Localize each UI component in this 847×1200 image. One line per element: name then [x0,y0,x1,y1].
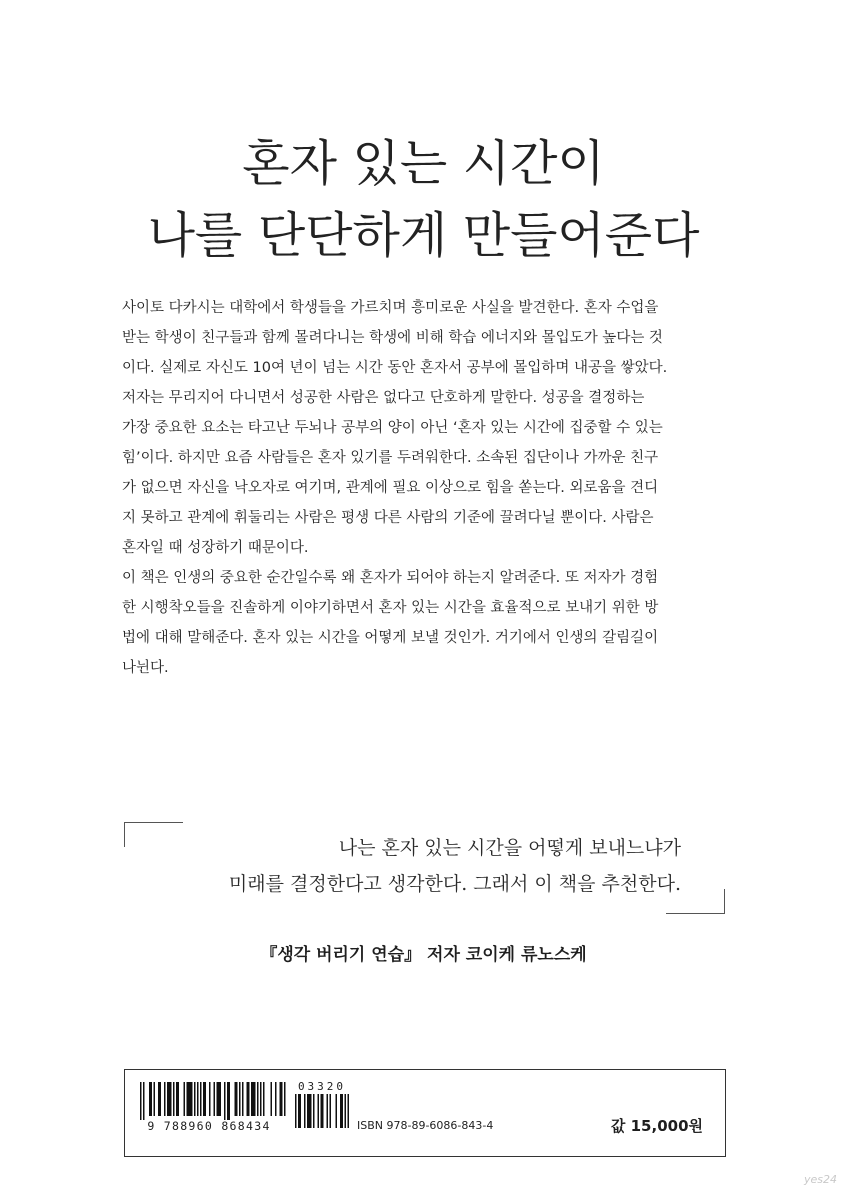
text-line: 지 못하고 관계에 휘둘리는 사람은 평생 다른 사람의 기준에 끌려다닐 뿐이다. 사람은 [122,510,654,526]
barcode-digits: 9 788960 868434 [147,1119,271,1133]
title-line-2: 나를 단단하게 만들어준다 [147,207,700,264]
isbn-text: ISBN 978-89-6086-843-4 [357,1119,494,1132]
text-line: 사이토 다카시는 대학에서 학생들을 가르치며 흥미로운 사실을 발견한다. 혼자 수업을 [122,300,659,316]
price-label: 값 15,000원 [610,1117,703,1135]
title-line-1: 혼자 있는 시간이 [242,135,605,192]
addon-digits: 03320 [297,1080,347,1093]
text-line: 받는 학생이 친구들과 함께 몰려다니는 학생에 비해 학습 에너지와 몰입도가 높다는 것 [122,330,663,346]
text-line: 한 시행착오들을 진솔하게 이야기하면서 혼자 있는 시간을 효율적으로 보내기 위한 방 [122,600,659,616]
isbn-barcode [140,1082,286,1120]
text-line: 혼자일 때 성장하기 때문이다. [122,540,309,556]
text-line: 이다. 실제로 자신도 10여 년이 넘는 시간 동안 혼자서 공부에 몰입하며 내공을 쌓았다. [122,360,668,376]
addon-barcode [295,1094,353,1132]
text-line: 저자는 무리지어 다니면서 성공한 사람은 없다고 단호하게 말한다. 성공을 결정하는 [122,390,645,406]
barcode-bars [140,1082,286,1120]
quote-line-1: 나는 혼자 있는 시간을 어떻게 보내느냐가 [338,837,681,859]
text-line: 나뉜다. [122,660,169,676]
text-line: 법에 대해 말해준다. 혼자 있는 시간을 어떻게 보낼 것인가. 거기에서 인생의 갈림길이 [122,630,659,646]
barcode-panel [124,1069,726,1157]
paragraph-3 [122,563,734,683]
text-line: 가 없으면 자신을 낙오자로 여기며, 관계에 필요 이상으로 힘을 쏟는다. 외로움을 견디 [122,480,659,496]
text-line: 힘’이다. 하지만 요즘 사람들은 혼자 있기를 두려워한다. 소속된 집단이나 가까운 친구 [122,450,659,466]
addon-barcode-bars [295,1094,353,1132]
paragraph-2 [122,383,734,563]
quote-line-2: 미래를 결정한다고 생각한다. 그래서 이 책을 추천한다. [228,873,681,895]
book-title [0,128,847,272]
paragraph-1 [122,293,734,383]
recommendation-quote [124,822,725,914]
watermark: yes24 [803,1173,837,1186]
text-line: 가장 중요한 요소는 타고난 두뇌나 공부의 양이 아닌 ‘혼자 있는 시간에 집중할 수 있는 [122,420,663,436]
quote-text [229,830,681,902]
quote-attribution: 『생각 버리기 연습』 저자 코이케 류노스케 [260,945,587,965]
quote-corner-top-left [124,822,183,847]
text-line: 이 책은 인생의 중요한 순간일수록 왜 혼자가 되어야 하는지 알려준다. 또 저자가 경험 [122,570,659,586]
book-description [122,293,734,683]
